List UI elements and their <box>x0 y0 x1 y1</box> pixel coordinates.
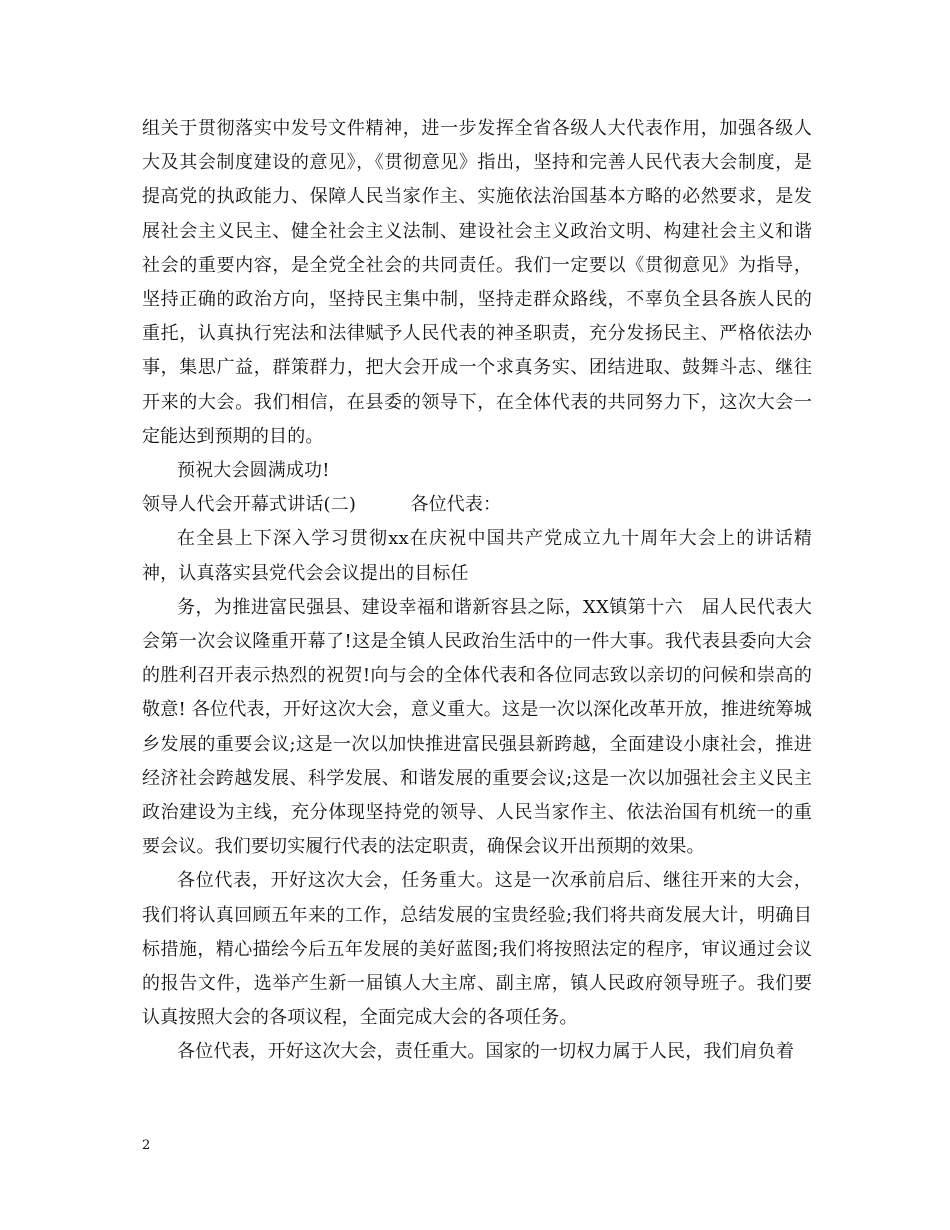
paragraph-2: 预祝大会圆满成功! <box>177 460 330 482</box>
section-heading: 领导人代会开幕式讲话(二) 各位代表： <box>142 494 502 516</box>
page-number: 2 <box>142 1138 151 1153</box>
paragraph-7: 各位代表，开好这次大会，责任重大。国家的一切权力属于人民，我们肩负着 <box>177 1041 795 1063</box>
paragraph-6: 各位代表，开好这次大会，任务重大。这是一次承前启后、继往开来的大会，我们将认真回顾五年来的工作，总结发展的宝贵经验;我们将共商发展大计，明确目标措施，精心描绘今后五年发展的美好蓝图;我们将按照法定的程序，审议通过会议的报告文件，选举产生新一届镇人大主席、副主席，镇人民政府领导班子。我们要认真按照大会的各项议程，全面完成大会的各项任务。 <box>142 870 812 1029</box>
document-body <box>142 112 812 1070</box>
paragraph-5: 务，为推进富民强县、建设幸福和谐新容县之际，XX镇第十六 届人民代表大会第一次会议隆重开幕了!这是全镇人民政治生活中的一件大事。我代表县委向大会的胜利召开表示热烈的祝贺!向与会的全体代表和各位同志致以亲切的问候和崇高的敬意! 各位代表，开好这次大会，意义重大。这是一次以深化改革开放，推进统筹城乡发展的重要会议;这是一次以加快推进富民强县新跨越，全面建设小康社会，推进经济社会跨越发展、科学发展、和谐发展的重要会议;这是一次以加强社会主义民主政治建设为主线，充分体现坚持党的领导、人民当家作主、依法治国有机统一的重要会议。我们要切实履行代表的法定职责，确保会议开出预期的效果。 <box>142 596 812 858</box>
paragraph-1: 组关于贯彻落实中发号文件精神，进一步发挥全省各级人大代表作用，加强各级人大及其会制度建设的意见》，《贯彻意见》指出，坚持和完善人民代表大会制度，是提高党的执政能力、保障人民当家作主、实施依法治国基本方略的必然要求，是发展社会主义民主、健全社会主义法制、建设社会主义政治文明、构建社会主义和谐社会的重要内容，是全党全社会的共同责任。我们一定要以《贯彻意见》为指导，坚持正确的政治方向，坚持民主集中制，坚持走群众路线，不辜负全县各族人民的重托，认真执行宪法和法律赋予人民代表的神圣职责，充分发扬民主、严格依法办事，集思广益，群策群力，把大会开成一个求真务实、团结进取、鼓舞斗志、继往开来的大会。我们相信，在县委的领导下，在全体代表的共同努力下，这次大会一定能达到预期的目的。 <box>142 118 812 447</box>
paragraph-4: 在全县上下深入学习贯彻xx在庆祝中国共产党成立九十周年大会上的讲话精神，认真落实县党代会会议提出的目标任 <box>142 528 812 584</box>
